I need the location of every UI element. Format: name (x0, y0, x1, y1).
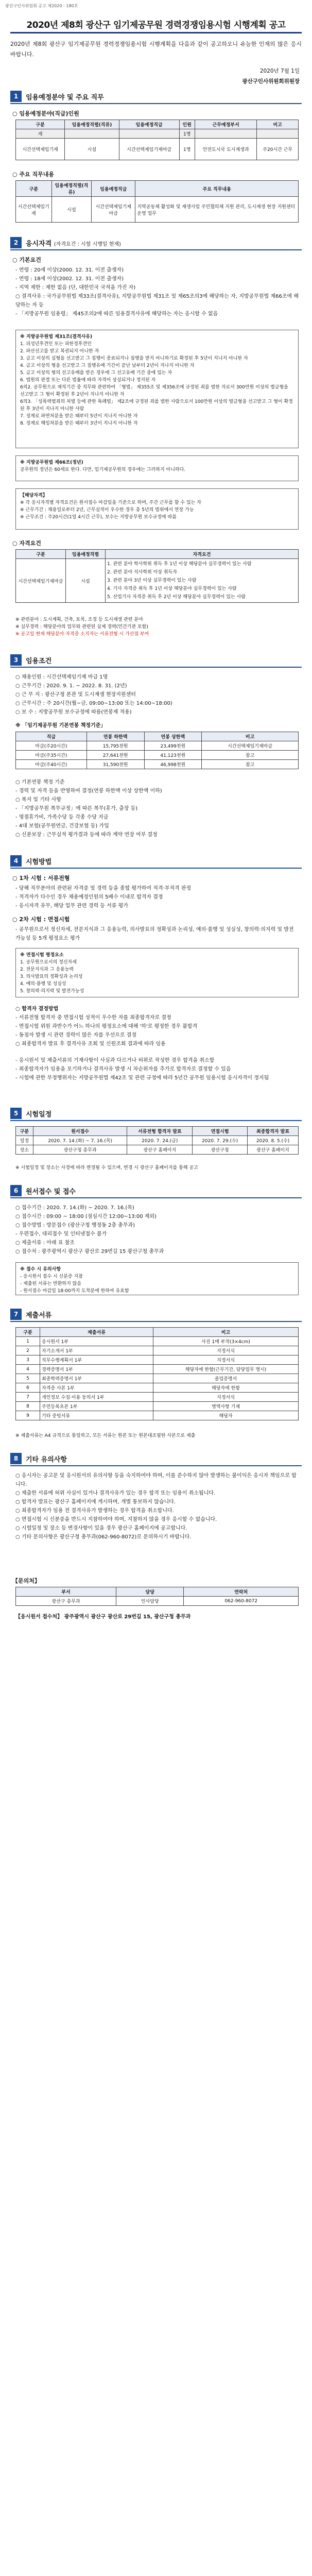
section-2-sub-1: ○ 기본요건 (12, 257, 41, 263)
section-8-items (15, 1471, 299, 1541)
table-row (16, 1346, 299, 1355)
document-title: 2020년 제8회 광산구 임기제공무원 경력경쟁임용시험 시행계획 공고 (26, 20, 286, 30)
table-cell: 자기소개서 1부 (40, 1346, 153, 1355)
table-row (16, 760, 299, 769)
section-6-header (10, 1185, 302, 1197)
table-cell: 응시원서 1부 (40, 1337, 153, 1346)
table-row (16, 1136, 299, 1145)
note-line: ※ 관련분야 : 도시계획, 건축, 토목, 조경 등 도시재생 관련 분야 (15, 617, 143, 622)
table-cell: 최종학력증명서 1부 (40, 1374, 153, 1383)
table-cell: 계 (16, 129, 65, 139)
table-cell: 시간선택제임기제마급 (16, 559, 66, 603)
position-table-header: 임용예정직렬(직류) (65, 120, 119, 129)
text-line: ○ 합격자 발표는 광산구 홈페이지에 게시하며, 개별 통보하지 않습니다. (15, 1499, 176, 1505)
qualification-notes (15, 616, 299, 638)
text-line: ○ 최종합격자가 임용 전 결격사유가 발생하는 경우 합격을 취소합니다. (15, 1508, 174, 1514)
text-line: ○ 합격자 결정방법 (15, 1006, 59, 1012)
text-line: - 적격자가 다수인 경우 채용예정인원의 5배수 이내로 합격자 결정 (15, 894, 163, 900)
text-line: ○ 근무시간 : 주 20시간(월~금, 09:00~13:00 또는 14:00~18:00) (15, 701, 172, 706)
table-cell: 직무수행계획서 1부 (40, 1355, 153, 1365)
duty-table (15, 180, 299, 223)
schedule-note: ※ 시험일정 및 장소는 사정에 따라 변경될 수 있으며, 변경 시 광산구 홈페이지를 통해 공고 (15, 1165, 198, 1171)
section-8-header (10, 1453, 302, 1465)
interview-criteria-box (15, 948, 299, 997)
section-3-number: 3 (10, 654, 22, 666)
duty-table-header: 임용예정직렬(직류) (51, 181, 91, 197)
disqualification-box (15, 330, 299, 448)
table-cell: 주민등록초본 1부 (40, 1402, 153, 1411)
documents-table-header: 제출서류 (40, 1328, 153, 1337)
box-item: 5. 금고 이상의 형의 선고유예를 받은 경우에 그 선고유예 기간 중에 있는 자 (20, 370, 172, 376)
table-row (16, 1383, 299, 1393)
table-cell: 062-960-8072 (184, 1597, 299, 1606)
issue-date: 2020년 7월 1일 (259, 68, 300, 74)
text-line: - 서류전형 합격자 중 면접시험 성적이 우수한 자를 최종합격자로 결정 (15, 1015, 171, 1021)
section-2-header (10, 237, 302, 249)
submission-notes-box (15, 1262, 299, 1295)
salary-table-header: 직급 (16, 732, 87, 741)
table-cell: 27,641천원 (86, 751, 144, 760)
table-cell: 9 (16, 1411, 40, 1420)
qualification-table-header: 구분 (16, 550, 66, 559)
section-8-number: 8 (10, 1453, 22, 1464)
section-3-title: 임용조건 (26, 657, 52, 665)
table-cell: 6 (16, 1383, 40, 1393)
table-row (16, 1393, 299, 1402)
text-line: ○ 시험일정 및 장소 등 변경사항이 있을 경우 광산구 홈페이지에 공고합니다. (15, 1526, 187, 1531)
schedule-table-header: 원서접수 (33, 1127, 127, 1136)
table-cell (195, 129, 256, 139)
section-1-sub-2: ○ 주요 직무내용 (12, 171, 55, 178)
table-cell: 시간선택제임기제 (16, 139, 65, 160)
table-cell: 해당자에 한함(근무기간, 담당업무 명시) (153, 1365, 299, 1374)
text-line: - 당해 직무분야의 관련된 자격증 및 경력 등을 종합 평가하여 적격·부적격 판정 (15, 886, 192, 891)
section-4-lines-4 (15, 1056, 299, 1082)
position-table-header: 인원 (179, 120, 195, 129)
table-cell: 기타 증빙서류 (40, 1411, 153, 1420)
table-row (16, 139, 299, 160)
table-cell (65, 129, 119, 139)
qualification-table-header: 자격요건 (106, 550, 299, 559)
title-divider (10, 32, 302, 33)
text-line: ○ 접수방법 : 방문접수 (광산구청 행정동 2층 총무과) (15, 1223, 135, 1228)
salary-table-header: 비고 (202, 732, 299, 741)
box-title: ※ 지방공무원법 제66조(정년) (20, 460, 83, 465)
section-2-title-text: 응시자격 (26, 240, 52, 248)
section-4-header (10, 855, 302, 868)
salary-table (15, 732, 299, 769)
text-line: ○ 복지 및 기타 사항 (15, 797, 62, 803)
box-item: 2. 전문지식과 그 응용능력 (20, 967, 74, 972)
section-4-lines-2 (15, 925, 299, 943)
box-item: 1. 피성년후견인 또는 피한정후견인 (20, 342, 92, 347)
table-cell: 2020. 7. 29.(수) (193, 1136, 248, 1145)
table-cell: 1 (16, 1337, 40, 1346)
section-4-lines-3 (15, 1005, 299, 1048)
salary-table-header: 연봉 하한액 (86, 732, 144, 741)
duty-table-header: 임용예정직급 (92, 181, 135, 197)
table-cell: 광산구 홈페이지 (127, 1145, 193, 1155)
table-cell: 2 (16, 1346, 40, 1355)
table-cell: 1명 (179, 129, 195, 139)
table-cell: 해당자에 한함 (153, 1383, 299, 1393)
text-line: - 우편접수, 대리접수 및 인터넷접수 불가 (15, 1231, 107, 1237)
note-line: ※ 공고일 현재 해당분야 자격증 소지자는 서류전형 시 가산점 부여 (15, 632, 149, 637)
section-5-underline (10, 1120, 302, 1121)
table-cell: 마급(주40시간) (16, 760, 87, 769)
table-cell: 시간선택제임기제마급 (92, 197, 135, 223)
table-cell: 참고 (202, 760, 299, 769)
table-cell: 41,123천원 (144, 751, 202, 760)
section-1-title: 임용예정분야 및 주요 직무 (26, 94, 104, 101)
section-4-sub-1: ○ 1차 시험 : 서류전형 (12, 875, 70, 882)
contact-table (15, 1587, 299, 1606)
text-line: ○ 최종합격자 발표 후 결격사유 조회 및 신원조회 결과에 따라 임용 (15, 1041, 166, 1047)
duty-table-header: 주요 직무내용 (135, 181, 299, 197)
salary-table-note: ※ 「임기제공무원 기본연봉 책정기준」 (15, 723, 106, 728)
section-1-header (10, 91, 302, 103)
contact-table-header: 담당 (116, 1587, 184, 1597)
text-line: - 경력 및 자격 등을 반영하여 결정(연봉 하한액 이상 상한액 이하) (15, 788, 162, 794)
box-item: 6의3. 「성폭력범죄의 처벌 등에 관한 특례법」 제2조에 규정된 죄를 범한 사람으로서 100만원 이상의 벌금형을 선고받고 그 형이 확정된 후 3년이 지나지 아니한 사람 (20, 399, 293, 412)
table-row (16, 1597, 299, 1606)
section-4-lines (15, 884, 299, 910)
section-4-underline (10, 868, 302, 869)
table-cell: 1. 관련 분야 학사학위 취득 후 1년 이상 해당분야 실무경력이 있는 사람 2. 관련 분야 석사학위 이상 취득자 3. 관련 분야 3년 이상 실무경력이 있는 사람 4. 기사 자격증 취득 후 1년 이상 해당분야 실무경력이 있는 사람 5. 산업기사 자격증 취득 후 2년 이상 해당분야 실무경력이 있는 사람 (106, 559, 299, 603)
position-table-header: 비고 (257, 120, 299, 129)
table-cell: 5 (16, 1374, 40, 1383)
section-2-underline (10, 249, 302, 250)
box-item: 5. 창의력·의지력 및 발전가능성 (20, 989, 84, 994)
text-line: - 공무원으로서 정신자세, 전문지식과 그 응용능력, 의사발표의 정확성과 논리성, 예의·품행 및 성실성, 창의력·의지력 및 발전가능성 등 5개 평정요소 평가 (15, 927, 294, 941)
table-cell: 광산구 홈페이지 (248, 1145, 299, 1155)
text-line: - 연령 : 20세 이상(2000. 12. 31. 이전 출생자) (15, 267, 124, 273)
table-cell: 광산구 총무과 (16, 1597, 116, 1606)
text-line: ○ 기본연봉 책정 기준 (15, 779, 65, 785)
box-item: - 원서접수 마감일 18:00까지 도착분에 한하여 유효함 (20, 1289, 129, 1294)
text-line: - 응시자격 유무, 해당 업무 관련 경력 등 서류 평가 (15, 903, 128, 909)
section-2-lines (15, 266, 299, 318)
box-item: ※ 근무기간 : 채용일로부터 2년, 근무실적이 우수한 경우 총 5년의 범위에서 연장 가능 (20, 507, 194, 513)
section-8-title: 기타 유의사항 (26, 1456, 67, 1464)
text-line: - 동점자 발생 시 관련 경력이 많은 자를 우선으로 결정 (15, 1032, 137, 1038)
text-line: - 최종합격자가 임용을 포기하거나 결격사유 발생 시 차순위자를 추가로 합격자로 결정할 수 있음 (15, 1066, 231, 1072)
section-7-header (10, 1309, 302, 1321)
text-line: ○ 접수기간 : 2020. 7. 14.(화) ~ 2020. 7. 16.(목) (15, 1205, 134, 1211)
box-title: ※ 지방공무원법 제31조(결격사유) (20, 334, 93, 340)
table-cell: 마급(주20시간) (16, 741, 87, 751)
section-6-number: 6 (10, 1185, 22, 1196)
table-row (16, 1411, 299, 1420)
table-cell: 개인정보 수집·이용 동의서 1부 (40, 1393, 153, 1402)
text-line: ○ 제출서류 : 아래 표 참조 (15, 1240, 75, 1246)
table-cell: 시설 (66, 559, 106, 603)
table-cell: 해당자 (153, 1411, 299, 1420)
text-line: ○ 기타 문의사항은 광산구청 총무과(062-960-8072)로 문의하시기 바랍니다. (15, 1534, 192, 1540)
box-item: ※ 근무조건 : 주20시간(1일 4시간 근무), 보수는 지방공무원 보수규정에 따름 (20, 515, 177, 520)
contact-table-header: 부서 (16, 1587, 116, 1597)
box-item: 4. 금고 이상의 형을 선고받고 그 집행유예 기간이 끝난 날부터 2년이 지나지 아니한 자 (20, 363, 195, 368)
section-1-number: 1 (10, 91, 22, 102)
notice-number: 광산구인사위원회 공고 제2020 - 180호 (5, 4, 78, 8)
text-line: - 응시원서 및 제출서류의 기재사항이 사실과 다르거나 허위로 작성한 경우 합격을 취소함 (15, 1058, 215, 1063)
note-line: ※ 실무경력 : 해당분야의 업무와 관련된 실제 경력(민간기관 포함) (15, 624, 148, 630)
documents-table (15, 1327, 299, 1420)
section-2-sub-2: ○ 자격요건 (12, 540, 41, 547)
schedule-table (15, 1126, 299, 1155)
table-cell: 시간선택제임기제 (16, 197, 52, 223)
table-cell: 2020. 7. 24.(금) (127, 1136, 193, 1145)
table-row (16, 129, 299, 139)
table-cell: 안전도시국 도시재생과 (195, 139, 256, 160)
box-title: ※ 면접시험 평정요소 (20, 953, 64, 958)
position-table (15, 120, 299, 160)
documents-table-header: 비고 (153, 1328, 299, 1337)
section-3-header (10, 654, 302, 667)
text-line: - 지역 제한 : 제한 없음 (단, 대한민국 국적을 가진 자) (15, 285, 136, 291)
table-cell: 병역사항 기재 (153, 1402, 299, 1411)
schedule-table-header: 구분 (16, 1127, 33, 1136)
box-item: 2. 파산선고를 받고 복권되지 아니한 자 (20, 349, 99, 354)
box-item: ※ 각 응시자격별 자격요건은 원서접수 마감일을 기준으로 하며, 주간 근무를 할 수 있는 자 (20, 500, 201, 505)
table-cell: 자격증 사본 1부 (40, 1383, 153, 1393)
table-cell: 광산구청 총무과 (33, 1145, 127, 1155)
box-item: 6의2. 공무원으로 재직기간 중 직무와 관련하여 「형법」 제355조 및 제356조에 규정된 죄를 범한 자로서 300만원 이상의 벌금형을 선고받고 그 형이 확정된 후 2년이 지나지 아니한 자 (20, 385, 288, 397)
issuer: 광산구인사위원회위원장 (242, 78, 300, 84)
table-cell: 지정서식 (153, 1393, 299, 1402)
text-line: - 「지방공무원 복무규정」에 따른 복무(휴가, 출장 등) (15, 806, 138, 811)
table-row (16, 1145, 299, 1155)
schedule-table-header: 서류전형 합격자 발표 (127, 1127, 193, 1136)
table-cell: 인사담당 (116, 1597, 184, 1606)
text-line: - 연령 : 18세 이상(2002. 12. 31. 이전 출생자) (15, 276, 124, 282)
text-line: ○ 보 수 : 지방공무원 보수규정에 따름(연봉제 적용) (15, 709, 132, 715)
position-table-header: 임용예정직급 (119, 120, 179, 129)
box-item: 4. 예의·품행 및 성실성 (20, 981, 66, 987)
duty-table-header: 구분 (16, 181, 52, 197)
text-line: ○ 채용인원 : 시간선택제임기제 마급 1명 (15, 674, 108, 680)
section-2-title-note: (자격요건 : 시험 시행일 현재) (54, 242, 121, 247)
table-cell: 15,795천원 (86, 741, 144, 751)
box-item: 공무원의 정년은 60세로 한다. 다만, 임기제공무원의 경우에는 그러하지 아니하다. (20, 467, 186, 472)
section-5-number: 5 (10, 1108, 22, 1119)
text-line: - 면접시험 위원 과반수가 어느 하나의 평정요소에 대해 '하'로 평정한 경우 불합격 (15, 1024, 198, 1029)
retirement-box (15, 455, 299, 481)
section-8-underline (10, 1465, 302, 1466)
section-6-lines (15, 1204, 299, 1256)
intro-text: 2020년 제8회 광산구 임기제공무원 경력경쟁임용시험 시행계획을 다음과 같이 공고하오니 유능한 인재의 많은 응시 바랍니다. (10, 41, 302, 58)
table-cell: 시설 (51, 197, 91, 223)
table-cell: 31,590천원 (86, 760, 144, 769)
section-4-title: 시험방법 (26, 858, 52, 866)
section-3-lines-2 (15, 778, 299, 839)
qualification-table-header: 임용예정직렬 (66, 550, 106, 559)
section-2-title (26, 238, 121, 248)
table-cell: 2020. 8. 5.(수) (248, 1136, 299, 1145)
box-item: 3. 금고 이상의 실형을 선고받고 그 집행이 종료되거나 집행을 받지 아니하기로 확정된 후 5년이 지나지 아니한 자 (20, 356, 248, 361)
section-1-sub-1: ○ 임용예정분야(직급)인원 (12, 110, 79, 117)
text-line: ○ 접수시간 : 09:00 ~ 18:00 (점심시간 12:00~13:00 제외) (15, 1214, 157, 1219)
contact-footer: 【응시원서 접수처】 광주광역시 광산구 광산로 29번길 15, 광산구청 총무과 (15, 1614, 191, 1620)
table-row (16, 1337, 299, 1346)
box-title: ※ 접수 시 유의사항 (20, 1267, 61, 1272)
box-title: 【해당자격】 (20, 493, 47, 498)
section-4-number: 4 (10, 855, 22, 867)
qualification-table (15, 549, 299, 603)
section-3-lines (15, 673, 299, 717)
box-item: 1. 공무원으로서의 정신자세 (20, 960, 77, 965)
table-cell: 46,998천원 (144, 760, 202, 769)
contact-table-header: 연락처 (184, 1587, 299, 1597)
conditions-box (15, 488, 299, 530)
text-line: ○ 신분보장 : 근무실적 평가결과 등에 따라 계약 연장 여부 결정 (15, 832, 158, 838)
table-cell: 3 (16, 1355, 40, 1365)
table-row (16, 197, 299, 223)
table-cell: 참고 (202, 751, 299, 760)
table-row (16, 559, 299, 603)
table-cell: 주20시간 근무 (257, 139, 299, 160)
text-line: ○ 제출한 서류에 허위 사실이 있거나 결격사유가 있는 경우 합격 또는 임용이 취소됩니다. (15, 1490, 216, 1496)
table-row (16, 1355, 299, 1365)
section-6-title: 원서접수 및 접수 (26, 1188, 76, 1196)
table-cell: 지정서식 (153, 1355, 299, 1365)
text-line: ○ 결격사유 : 국가공무원법 제33조(결격사유), 지방공무원법 제31조 및 제65조의3에 해당하는 자, 지방공무원법 제66조에 해당하는 자 등 (15, 294, 299, 308)
text-line: ○ 접수처 : 광주광역시 광산구 광산로 29번길 15 광산구청 총무과 (15, 1249, 164, 1255)
section-5-title: 시험일정 (26, 1111, 52, 1118)
schedule-table-header: 면접시험 (193, 1127, 248, 1136)
table-row (16, 751, 299, 760)
table-cell (119, 129, 179, 139)
table-cell: 지정서식 (153, 1346, 299, 1355)
text-line: ○ 근무기간 : 2020. 9. 1. ~ 2022. 8. 31. (2년) (15, 683, 127, 689)
text-line: - 「지방공무원 임용령」 제45조의2에 따른 임용결격사유에 해당하는 자는 응시할 수 없음 (15, 311, 218, 317)
table-cell: 경력증명서 1부 (40, 1365, 153, 1374)
table-cell: 사진 1매 부착(3×4cm) (153, 1337, 299, 1346)
documents-table-header: 구분 (16, 1328, 40, 1337)
issue-block (242, 66, 300, 87)
table-row (16, 1365, 299, 1374)
table-row (16, 1374, 299, 1383)
table-cell (257, 129, 299, 139)
box-item: 7. 징계로 파면처분을 받은 때부터 5년이 지나지 아니한 자 (20, 414, 138, 419)
table-cell: 시간선택제임기제마급 (119, 139, 179, 160)
section-6-underline (10, 1197, 302, 1198)
box-item: 8. 징계로 해임처분을 받은 때부터 3년이 지나지 아니한 자 (20, 421, 138, 426)
section-4-sub-2: ○ 2차 시험 : 면접시험 (12, 916, 70, 923)
text-line: - 시험에 관한 부정행위자는 지방공무원법 제42조 및 관련 규정에 따라 5년간 공무원 임용시험 응시자격이 정지됨 (15, 1075, 269, 1081)
section-5-header (10, 1108, 302, 1120)
table-cell: 2020. 7. 14.(화) ~ 7. 16.(목) (33, 1136, 127, 1145)
documents-note: ※ 제출서류는 A4 규격으로 통일하고, 모든 서류는 원본 또는 원본대조필한 사본으로 제출 (15, 1433, 196, 1438)
box-item: - 제출된 서류는 반환하지 않음 (20, 1281, 82, 1286)
box-item: 6. 법원의 판결 또는 다른 법률에 따라 자격이 상실되거나 정지된 자 (20, 378, 156, 383)
table-cell: 마급(주35시간) (16, 751, 87, 760)
text-line: ○ 근 무 지 : 광산구청 본관 및 도시재생 현장지원센터 (15, 692, 136, 698)
table-cell: 1명 (179, 139, 195, 160)
text-line: - 4대 보험(공무원연금, 건강보험 등) 가입 (15, 823, 109, 829)
position-table-header: 구분 (16, 120, 65, 129)
section-1-underline (10, 103, 302, 104)
text-line: ○ 응시자는 공고문 및 응시원서의 유의사항 등을 숙지하여야 하며, 이를 준수하지 않아 발생하는 불이익은 응시자 책임으로 합니다. (15, 1473, 297, 1487)
table-cell: 장소 (16, 1145, 33, 1155)
table-row (16, 1402, 299, 1411)
box-item: - 응시원서 접수 시 신분증 지참 (20, 1274, 83, 1279)
salary-table-header: 연봉 상한액 (144, 732, 202, 741)
section-7-title: 제출서류 (26, 1312, 52, 1319)
section-7-number: 7 (10, 1309, 22, 1320)
schedule-table-header: 최종합격자 발표 (248, 1127, 299, 1136)
section-2-number: 2 (10, 237, 22, 248)
text-line: ○ 면접시험 시 신분증을 반드시 지참하여야 하며, 지참하지 않을 경우 응시할 수 없습니다. (15, 1517, 217, 1522)
section-3-underline (10, 667, 302, 668)
table-cell: 지역공동체 활성화 및 재생사업 주민협의체 지원 관리, 도시재생 현장 지원센터 운영 업무 (135, 197, 299, 223)
table-cell: 23,499천원 (144, 741, 202, 751)
table-cell: 광산구청 (193, 1145, 248, 1155)
table-cell: 4 (16, 1365, 40, 1374)
contact-title: 【문의처】 (12, 1578, 40, 1584)
section-7-underline (10, 1321, 302, 1322)
table-cell: 7 (16, 1393, 40, 1402)
text-line: - 명절휴가비, 가족수당 등 각종 수당 지급 (15, 815, 109, 820)
table-row (16, 741, 299, 751)
table-cell: 졸업증명서 (153, 1374, 299, 1383)
table-cell: 시설 (65, 139, 119, 160)
position-table-header: 근무예정부서 (195, 120, 256, 129)
box-item: 3. 의사발표의 정확성과 논리성 (20, 974, 83, 979)
table-cell: 시간선택제임기제마급 (202, 741, 299, 751)
table-cell: 일정 (16, 1136, 33, 1145)
table-cell: 8 (16, 1402, 40, 1411)
